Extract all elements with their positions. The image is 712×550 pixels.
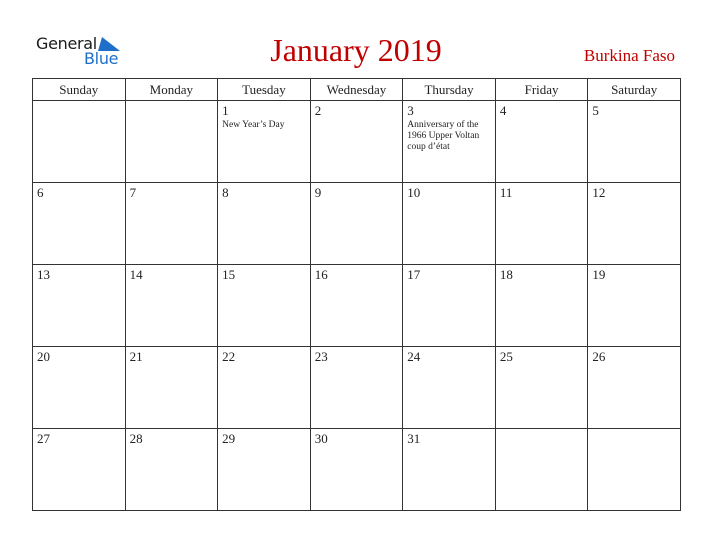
day-cell (125, 101, 218, 183)
week-row (33, 429, 681, 511)
day-number: 6 (37, 185, 44, 200)
day-number: 13 (37, 267, 50, 282)
day-number: 7 (129, 185, 137, 200)
day-number: 8 (222, 185, 229, 200)
day-cell (403, 347, 496, 429)
day-cell (33, 429, 126, 511)
day-number: 20 (37, 349, 50, 364)
day-number: 16 (314, 267, 328, 282)
day-cell (588, 183, 681, 265)
day-number: 1 (222, 103, 229, 118)
day-cell (495, 347, 588, 429)
day-cell (310, 183, 403, 265)
day-number: 10 (407, 185, 421, 200)
day-number: 26 (592, 349, 606, 364)
week-row (33, 347, 681, 429)
day-cell (495, 429, 588, 511)
day-cell (125, 429, 218, 511)
day-number: 3 (407, 103, 414, 118)
day-cell (33, 347, 126, 429)
day-number: 27 (37, 431, 50, 446)
day-cell (588, 429, 681, 511)
day-cell (588, 101, 681, 183)
day-number: 15 (222, 267, 236, 282)
day-cell (310, 101, 403, 183)
day-number: 11 (499, 185, 513, 200)
day-number: 31 (407, 431, 421, 446)
day-number: 4 (499, 103, 507, 118)
day-number: 2 (314, 103, 322, 118)
week-row (33, 101, 681, 183)
day-number: 18 (499, 267, 513, 282)
day-number: 28 (129, 431, 143, 446)
day-number: 17 (407, 267, 421, 282)
day-number: 25 (499, 349, 513, 364)
day-cell (403, 265, 496, 347)
day-cell (310, 265, 403, 347)
weekday-header: Friday (495, 79, 588, 101)
day-number: 19 (592, 267, 606, 282)
week-row (33, 265, 681, 347)
day-cell (218, 265, 311, 347)
country-name: Burkina Faso (583, 46, 675, 65)
day-number: 12 (592, 185, 606, 200)
day-cell (33, 101, 126, 183)
day-cell (218, 347, 311, 429)
weekday-header: Saturday (588, 79, 681, 101)
day-number: 23 (314, 349, 328, 364)
logo-text-general: General (36, 34, 97, 53)
day-cell (495, 265, 588, 347)
day-cell (218, 101, 311, 183)
day-number: 21 (129, 349, 143, 364)
day-number: 30 (314, 431, 328, 446)
weekday-header: Sunday (33, 79, 126, 101)
day-cell (588, 347, 681, 429)
calendar-title: January 2019 (270, 32, 442, 68)
day-cell (310, 429, 403, 511)
day-cell (125, 347, 218, 429)
day-cell (403, 429, 496, 511)
weekday-header: Wednesday (310, 79, 403, 101)
weekday-header-row (33, 79, 681, 101)
holiday-label: New Year’s Day (222, 120, 285, 130)
day-cell (403, 101, 496, 183)
week-row (33, 183, 681, 265)
day-cell (403, 183, 496, 265)
day-cell (588, 265, 681, 347)
day-cell (218, 429, 311, 511)
day-cell (218, 183, 311, 265)
day-number: 29 (222, 431, 236, 446)
day-cell (495, 101, 588, 183)
holiday-label: Anniversary of the 1966 Upper Voltan coup d’état (407, 120, 480, 152)
logo-text-blue: Blue (84, 49, 119, 68)
day-cell (33, 183, 126, 265)
weekday-header: Tuesday (218, 79, 311, 101)
day-number: 5 (592, 103, 599, 118)
weekday-header: Thursday (403, 79, 496, 101)
day-number: 9 (314, 185, 322, 200)
day-cell (125, 183, 218, 265)
day-number: 24 (407, 349, 421, 364)
day-cell (310, 347, 403, 429)
day-cell (33, 265, 126, 347)
day-cell (495, 183, 588, 265)
day-cell (125, 265, 218, 347)
day-number: 14 (129, 267, 143, 282)
weekday-header: Monday (125, 79, 218, 101)
calendar-grid (32, 78, 681, 511)
day-number: 22 (222, 349, 236, 364)
